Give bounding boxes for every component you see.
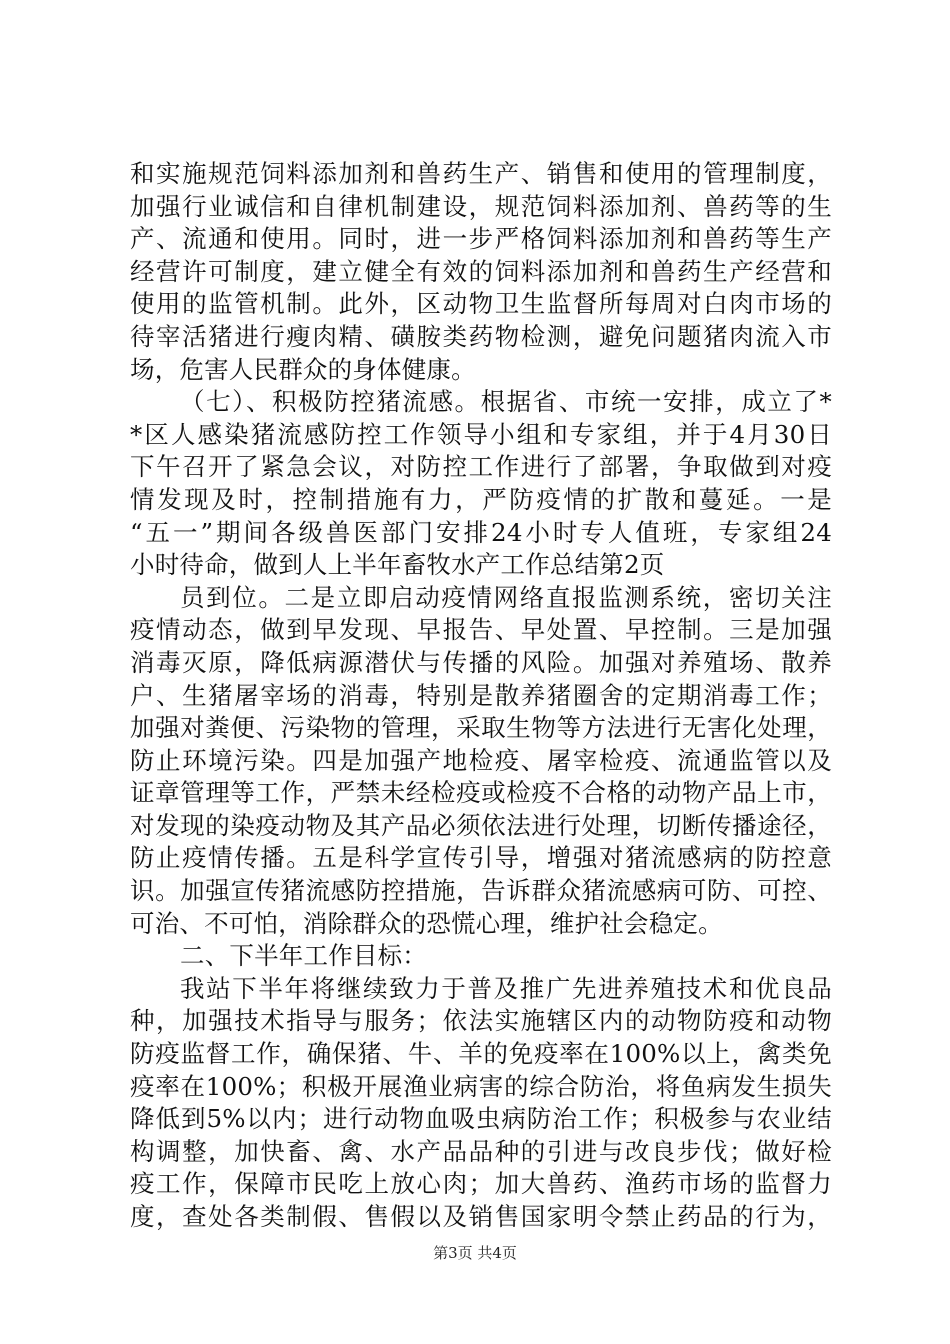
text-line: 员到位。二是立即启动疫情网络直报监测系统，密切关注	[180, 582, 832, 612]
text-line: 疫工作，保障市民吃上放心肉；加大兽药、渔药市场的监督力	[130, 1169, 832, 1199]
text-line: 防止疫情传播。五是科学宣传引导，增强对猪流感病的防控意	[130, 843, 832, 873]
text-line: 防疫监督工作，确保猪、牛、羊的免疫率在100%以上，禽类免	[130, 1039, 832, 1069]
text-line: 对发现的染疫动物及其产品必须依法进行处理，切断传播途径，	[130, 810, 832, 840]
text-line: 和实施规范饲料添加剂和兽药生产、销售和使用的管理制度，	[130, 159, 832, 188]
text-line: 度，查处各类制假、售假以及销售国家明令禁止药品的行为，	[130, 1202, 832, 1231]
text-line: 加强对粪便、污染物的管理，采取生物等方法进行无害化处理，	[130, 713, 832, 743]
text-line: 二、下半年工作目标：	[180, 941, 427, 971]
text-line: *区人感染猪流感防控工作领导小组和专家组，并于4月30日	[130, 419, 832, 449]
text-line: 使用的监管机制。此外，区动物卫生监督所每周对白肉市场的	[130, 289, 832, 319]
text-line: 种，加强技术指导与服务；依法实施辖区内的动物防疫和动物	[130, 1006, 832, 1036]
text-line: 下午召开了紧急会议，对防控工作进行了部署，争取做到对疫	[130, 452, 832, 482]
text-line: 情发现及时，控制措施有力，严防疫情的扩散和蔓延。一是	[130, 484, 832, 514]
text-line: 产、流通和使用。同时，进一步严格饲料添加剂和兽药等生产	[130, 224, 832, 254]
text-line: 疫率在100%；积极开展渔业病害的综合防治，将鱼病发生损失	[130, 1071, 832, 1101]
text-line: 小时待命，做到人上半年畜牧水产工作总结第2页	[130, 550, 665, 580]
text-line: 我站下半年将继续致力于普及推广先进养殖技术和优良品	[180, 973, 832, 1003]
text-line: 构调整，加快畜、禽、水产品品种的引进与改良步伐；做好检	[130, 1136, 832, 1166]
text-line: 防止环境污染。四是加强产地检疫、屠宰检疫、流通监管以及	[130, 745, 832, 775]
text-line: 加强行业诚信和自律机制建设，规范饲料添加剂、兽药等的生	[130, 191, 832, 221]
text-line: 证章管理等工作，严禁未经检疫或检疫不合格的动物产品上市，	[130, 778, 832, 808]
text-line: 可治、不可怕，消除群众的恐慌心理，维护社会稳定。	[130, 908, 723, 938]
text-line: 消毒灭原，降低病源潜伏与传播的风险。加强对养殖场、散养	[130, 647, 832, 677]
body-text	[130, 158, 832, 1234]
page-footer: 第3页 共4页	[433, 1244, 517, 1262]
text-line: 经营许可制度，建立健全有效的饲料添加剂和兽药生产经营和	[130, 256, 832, 286]
text-line: 待宰活猪进行瘦肉精、磺胺类药物检测，避免问题猪肉流入市	[130, 321, 832, 351]
text-line: “五一”期间各级兽医部门安排24小时专人值班，专家组24	[130, 517, 832, 547]
text-line: 户、生猪屠宰场的消毒，特别是散养猪圈舍的定期消毒工作；	[130, 680, 832, 710]
text-line: 识。加强宣传猪流感防控措施，告诉群众猪流感病可防、可控、	[130, 876, 832, 906]
text-line: 疫情动态，做到早发现、早报告、早处置、早控制。三是加强	[130, 615, 832, 645]
text-line: （七）、积极防控猪流感。根据省、市统一安排，成立了*	[180, 387, 832, 417]
text-line: 场，危害人民群众的身体健康。	[130, 354, 476, 384]
text-line: 降低到5%以内；进行动物血吸虫病防治工作；积极参与农业结	[130, 1104, 832, 1134]
